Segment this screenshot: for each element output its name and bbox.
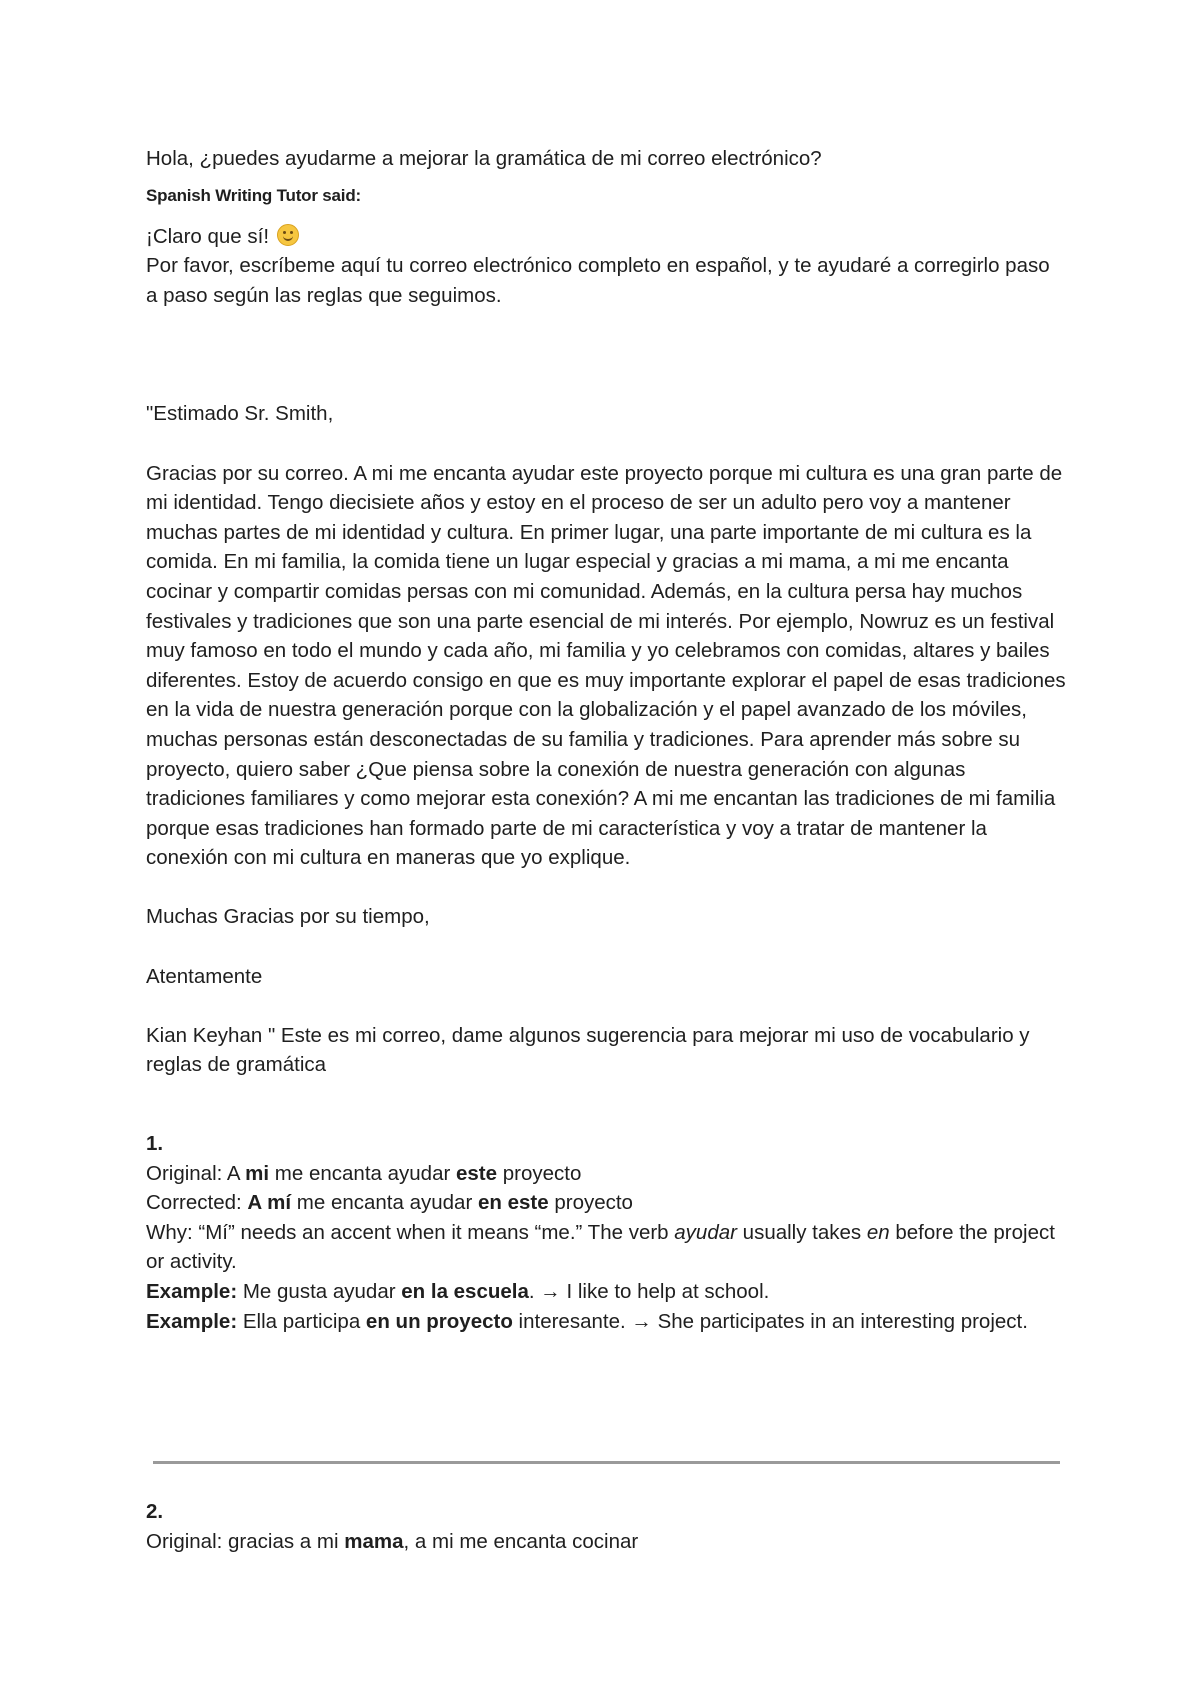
document-page <box>146 144 1066 1336</box>
text-part: A <box>226 1161 246 1185</box>
tutor-reply-text: ¡Claro que sí! <box>146 224 275 248</box>
smiling-face-icon <box>277 224 299 246</box>
text-part: usually takes <box>736 1220 867 1244</box>
highlight-part: mi <box>245 1161 270 1185</box>
example-label: Example: <box>146 1309 238 1333</box>
correction-number: 1. <box>146 1132 164 1156</box>
text-part: Why: “Mí” needs an accent when it means “me.” The verb <box>146 1220 675 1244</box>
text-part: , a mi me encanta cocinar <box>403 1529 639 1553</box>
highlight-part: en la escuela <box>401 1280 529 1303</box>
correction-original <box>146 1159 1066 1189</box>
correction-example <box>146 1277 1066 1307</box>
correction-corrected <box>146 1188 1066 1218</box>
tutor-reply-line2: Por favor, escríbeme aquí tu correo electrónico completo en español, y te ayudaré a corregirlo paso a paso según las reglas que seguimos. <box>146 254 1050 307</box>
corrected-label: Corrected: <box>146 1191 248 1215</box>
highlight-part: A mí <box>247 1191 292 1215</box>
text-part: gracias a mi <box>228 1529 345 1553</box>
tutor-reply-line1 <box>146 222 1066 252</box>
original-label: Original: <box>146 1161 227 1185</box>
email-thanks: Muchas Gracias por su tiempo, <box>146 905 430 929</box>
email-closing: Atentamente <box>146 964 263 988</box>
email-greeting: "Estimado Sr. Smith, <box>146 402 334 426</box>
email-body: Gracias por su correo. A mi me encanta ayudar este proyecto porque mi cultura es una gran parte de mi identidad. Tengo diecisiete años y estoy en el proceso de ser un adulto pero voy a mantener muchas partes de mi identidad y cultura. En primer lugar, una parte importante de mi cultura es la comida. En mi familia, la comida tiene un lugar especial y gracias a mi mama, a mi me encanta cocinar y compartir comidas persas con mi comunidad. Además, en la cultura persa hay muchos festivales y tradiciones que son una parte esencial de mi interés. Por ejemplo, Nowruz es un festival muy famoso en todo el mundo y cada año, mi familia y yo celebramos con comidas, altares y bailes diferentes. Estoy de acuerdo consigo en que es muy importante explorar el papel de esas tradiciones en la vida de nuestra generación porque con la globalización y el papel avanzado de los móviles, muchas personas están desconectadas de su familia y tradiciones. Para aprender más sobre su proyecto, quiero saber ¿Que piensa sobre la conexión de nuestra generación con algunas tradiciones familiares y como mejorar esta conexión? A mi me encantan las tradiciones de mi familia porque esas tradiciones han formado parte de mi característica y voy a tratar de mantener la conexión con mi cultura en maneras que yo explique. <box>146 461 1066 870</box>
highlight-part: mama <box>344 1529 404 1553</box>
correction-number: 2. <box>146 1500 164 1523</box>
text-part: proyecto <box>497 1161 582 1185</box>
italic-part: ayudar <box>674 1220 737 1244</box>
correction-original <box>146 1527 1066 1557</box>
text-part: me encanta ayudar <box>269 1161 456 1185</box>
correction-section-2 <box>146 1497 1066 1556</box>
highlight-part: este <box>456 1161 498 1185</box>
text-part: proyecto <box>548 1191 633 1215</box>
text-part: Me gusta ayudar <box>237 1280 402 1303</box>
correction-why <box>146 1218 1066 1277</box>
text-part: interesante. → She participates in an interesting project. <box>512 1309 1028 1333</box>
text-part: . → I like to help at school. <box>528 1280 770 1303</box>
text-part: before the project or activity. <box>146 1220 1055 1274</box>
highlight-part: en este <box>477 1191 549 1215</box>
horizontal-divider <box>153 1461 1060 1464</box>
text-part: Ella participa <box>237 1309 366 1333</box>
user-prompt: Hola, ¿puedes ayudarme a mejorar la gramática de mi correo electrónico? <box>146 147 822 170</box>
speaker-label: Spanish Writing Tutor said: <box>146 185 361 205</box>
correction-example <box>146 1307 1066 1337</box>
example-label: Example: <box>146 1280 238 1303</box>
email-signature-request: Kian Keyhan " Este es mi correo, dame algunos sugerencia para mejorar mi uso de vocabulario y reglas de gramática <box>146 1023 1030 1077</box>
text-part: me encanta ayudar <box>291 1191 478 1215</box>
original-label: Original: <box>146 1529 229 1553</box>
highlight-part: en un proyecto <box>365 1309 513 1333</box>
italic-part: en <box>866 1220 890 1244</box>
